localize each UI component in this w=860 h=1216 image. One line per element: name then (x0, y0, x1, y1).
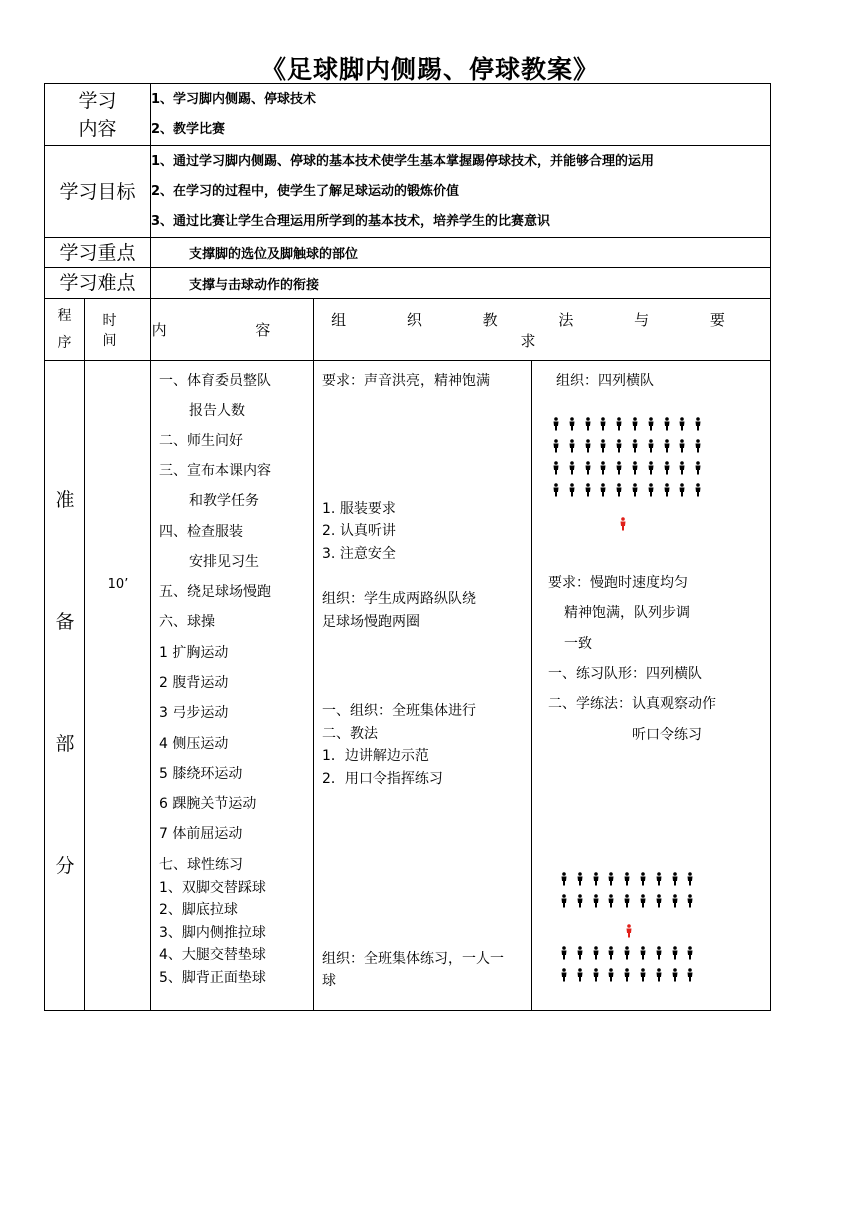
content-line: 一、体育委员整队 (159, 373, 272, 389)
student-icon (671, 967, 679, 986)
student-icon (623, 967, 631, 986)
content-line: 7 体前屈运动 (159, 826, 243, 842)
goal-item: 2、在学习的过程中，使学生了解足球运动的锻炼价值 (151, 183, 460, 199)
student-icon (663, 438, 671, 457)
content-line: 二、师生问好 (159, 433, 244, 449)
student-icon (694, 438, 702, 457)
content-line: 1、双脚交替踩球 (159, 880, 266, 896)
student-icon (576, 871, 584, 890)
row-key-point (45, 238, 771, 268)
student-icon (615, 416, 623, 435)
student-icon (607, 967, 615, 986)
content-line: 安排见习生 (189, 554, 260, 570)
student-icon (678, 482, 686, 501)
goal-item: 1、通过学习脚内侧踢、停球的基本技术使学生基本掌握踢停球技术，并能够合理的运用 (151, 153, 655, 169)
student-icon (552, 460, 560, 479)
student-icon (686, 871, 694, 890)
student-icon (623, 893, 631, 912)
student-icon (671, 945, 679, 964)
difficulty-label: 学习难点 (45, 268, 151, 299)
row-difficulty (45, 268, 771, 299)
student-icon (631, 438, 639, 457)
student-icon (655, 871, 663, 890)
formation-line: 一致 (564, 636, 593, 652)
student-icon (599, 438, 607, 457)
method-line: 组织：学生成两路纵队绕 (322, 591, 477, 607)
formation-diagram-facing-rows (532, 841, 771, 991)
student-icon (631, 482, 639, 501)
formation-line: 要求：慢跑时速度均匀 (548, 575, 689, 591)
content-line: 报告人数 (189, 403, 246, 419)
student-icon (639, 871, 647, 890)
student-icon (647, 416, 655, 435)
formation-line: 听口令练习 (632, 727, 703, 743)
lesson-plan-table (44, 83, 771, 1011)
student-icon (686, 967, 694, 986)
organization-header: 组 织 教 法 与 要 求 (314, 299, 771, 361)
student-icon (663, 482, 671, 501)
student-icon (584, 482, 592, 501)
formation-line: 精神饱满，队列步调 (564, 605, 691, 621)
method-line: 足球场慢跑两圈 (322, 614, 421, 630)
student-icon (576, 967, 584, 986)
content-line: 六、球操 (159, 614, 216, 630)
row-learning-goals (45, 146, 771, 238)
student-icon (655, 893, 663, 912)
content-line: 五、绕足球场慢跑 (159, 584, 272, 600)
student-icon (592, 967, 600, 986)
student-icon (607, 893, 615, 912)
student-icon (671, 893, 679, 912)
method-line: 3. 注意安全 (322, 546, 396, 562)
student-icon (623, 945, 631, 964)
learning-content-items (151, 84, 771, 146)
student-icon (686, 945, 694, 964)
student-icon (647, 438, 655, 457)
content-line: 4、大腿交替垫球 (159, 947, 266, 963)
section-content (151, 361, 314, 1011)
key-point-label: 学习重点 (45, 238, 151, 268)
student-icon (678, 460, 686, 479)
student-icon (568, 438, 576, 457)
student-icon (615, 460, 623, 479)
student-icon (599, 482, 607, 501)
student-icon (560, 967, 568, 986)
time-header: 时 间 (85, 299, 151, 361)
student-icon (560, 893, 568, 912)
content-line: 3、脚内侧推拉球 (159, 925, 266, 941)
row-header (45, 299, 771, 361)
student-icon (552, 416, 560, 435)
section-method (314, 361, 532, 1011)
student-icon (615, 482, 623, 501)
content-line: 2 腹背运动 (159, 675, 229, 691)
formation-line: 二、学练法：认真观察动作 (548, 696, 717, 712)
student-icon (576, 893, 584, 912)
learning-goals-items (151, 146, 771, 238)
student-icon (607, 871, 615, 890)
method-line: 2. 认真听讲 (322, 523, 396, 539)
student-icon (686, 893, 694, 912)
content-line: 三、宣布本课内容 (159, 463, 272, 479)
content-header: 内 容 (151, 299, 314, 361)
content-line: 6 踝腕关节运动 (159, 796, 257, 812)
content-line: 2、脚底拉球 (159, 902, 238, 918)
content-line: 5 膝绕环运动 (159, 766, 243, 782)
method-line: 要求：声音洪亮，精神饱满 (322, 373, 491, 389)
student-icon (568, 482, 576, 501)
content-line: 1 扩胸运动 (159, 645, 229, 661)
section-time: 10’ (85, 361, 151, 1011)
student-icon (584, 438, 592, 457)
student-icon (694, 460, 702, 479)
student-icon (552, 438, 560, 457)
student-icon (671, 871, 679, 890)
student-icon (663, 416, 671, 435)
student-icon (592, 871, 600, 890)
row-learning-content (45, 84, 771, 146)
student-icon (694, 416, 702, 435)
student-icon (584, 460, 592, 479)
student-icon (623, 871, 631, 890)
learning-content-label: 学习 内容 (45, 84, 151, 146)
content-line: 5、脚背正面垫球 (159, 970, 266, 986)
difficulty-text: 支撑与击球动作的衔接 (151, 268, 771, 299)
content-line: 4 侧压运动 (159, 736, 229, 752)
student-icon (694, 482, 702, 501)
content-line: 七、球性练习 (159, 857, 244, 873)
procedure-header: 程 序 (45, 299, 85, 361)
student-icon (560, 871, 568, 890)
method-line: 2．用口令指挥练习 (322, 771, 443, 787)
student-icon (678, 416, 686, 435)
page-title: 《足球脚内侧踢、停球教案》 (260, 55, 599, 84)
student-icon (599, 416, 607, 435)
student-icon (639, 945, 647, 964)
student-icon (576, 945, 584, 964)
content-line: 四、检查服装 (159, 524, 244, 540)
student-icon (647, 482, 655, 501)
section-formation (532, 361, 771, 1011)
formation-line: 组织：四列横队 (556, 373, 655, 389)
content-item: 1、学习脚内侧踢、停球技术 (151, 91, 317, 107)
method-line: 1．边讲解边示范 (322, 748, 429, 764)
student-icon (655, 945, 663, 964)
student-icon (568, 460, 576, 479)
student-icon (615, 438, 623, 457)
method-line: 二、教法 (322, 726, 379, 742)
content-item: 2、教学比赛 (151, 121, 226, 137)
teacher-icon (619, 516, 627, 535)
student-icon (560, 945, 568, 964)
student-icon (568, 416, 576, 435)
goal-item: 3、通过比赛让学生合理运用所学到的基本技术，培养学生的比赛意识 (151, 213, 551, 229)
student-icon (592, 945, 600, 964)
formation-line: 一、练习队形：四列横队 (548, 666, 703, 682)
student-icon (678, 438, 686, 457)
student-icon (599, 460, 607, 479)
student-icon (639, 893, 647, 912)
key-point-text: 支撑脚的选位及脚触球的部位 (151, 238, 771, 268)
student-icon (592, 893, 600, 912)
method-line: 1. 服装要求 (322, 501, 396, 517)
student-icon (647, 460, 655, 479)
method-line: 组织：全班集体练习，一人一 (322, 951, 505, 967)
student-icon (663, 460, 671, 479)
student-icon (631, 416, 639, 435)
section-name: 准 备 部 分 (45, 361, 85, 1011)
row-preparation-section (45, 361, 771, 1011)
learning-goals-label: 学习目标 (45, 146, 151, 238)
formation-diagram-four-rows (532, 361, 771, 551)
student-icon (552, 482, 560, 501)
student-icon (584, 416, 592, 435)
student-icon (607, 945, 615, 964)
student-icon (639, 967, 647, 986)
method-line: 球 (322, 973, 337, 989)
teacher-icon (625, 923, 633, 942)
student-icon (631, 460, 639, 479)
student-icon (655, 967, 663, 986)
content-line: 和教学任务 (189, 493, 260, 509)
method-line: 一、组织：全班集体进行 (322, 703, 477, 719)
content-line: 3 弓步运动 (159, 705, 229, 721)
